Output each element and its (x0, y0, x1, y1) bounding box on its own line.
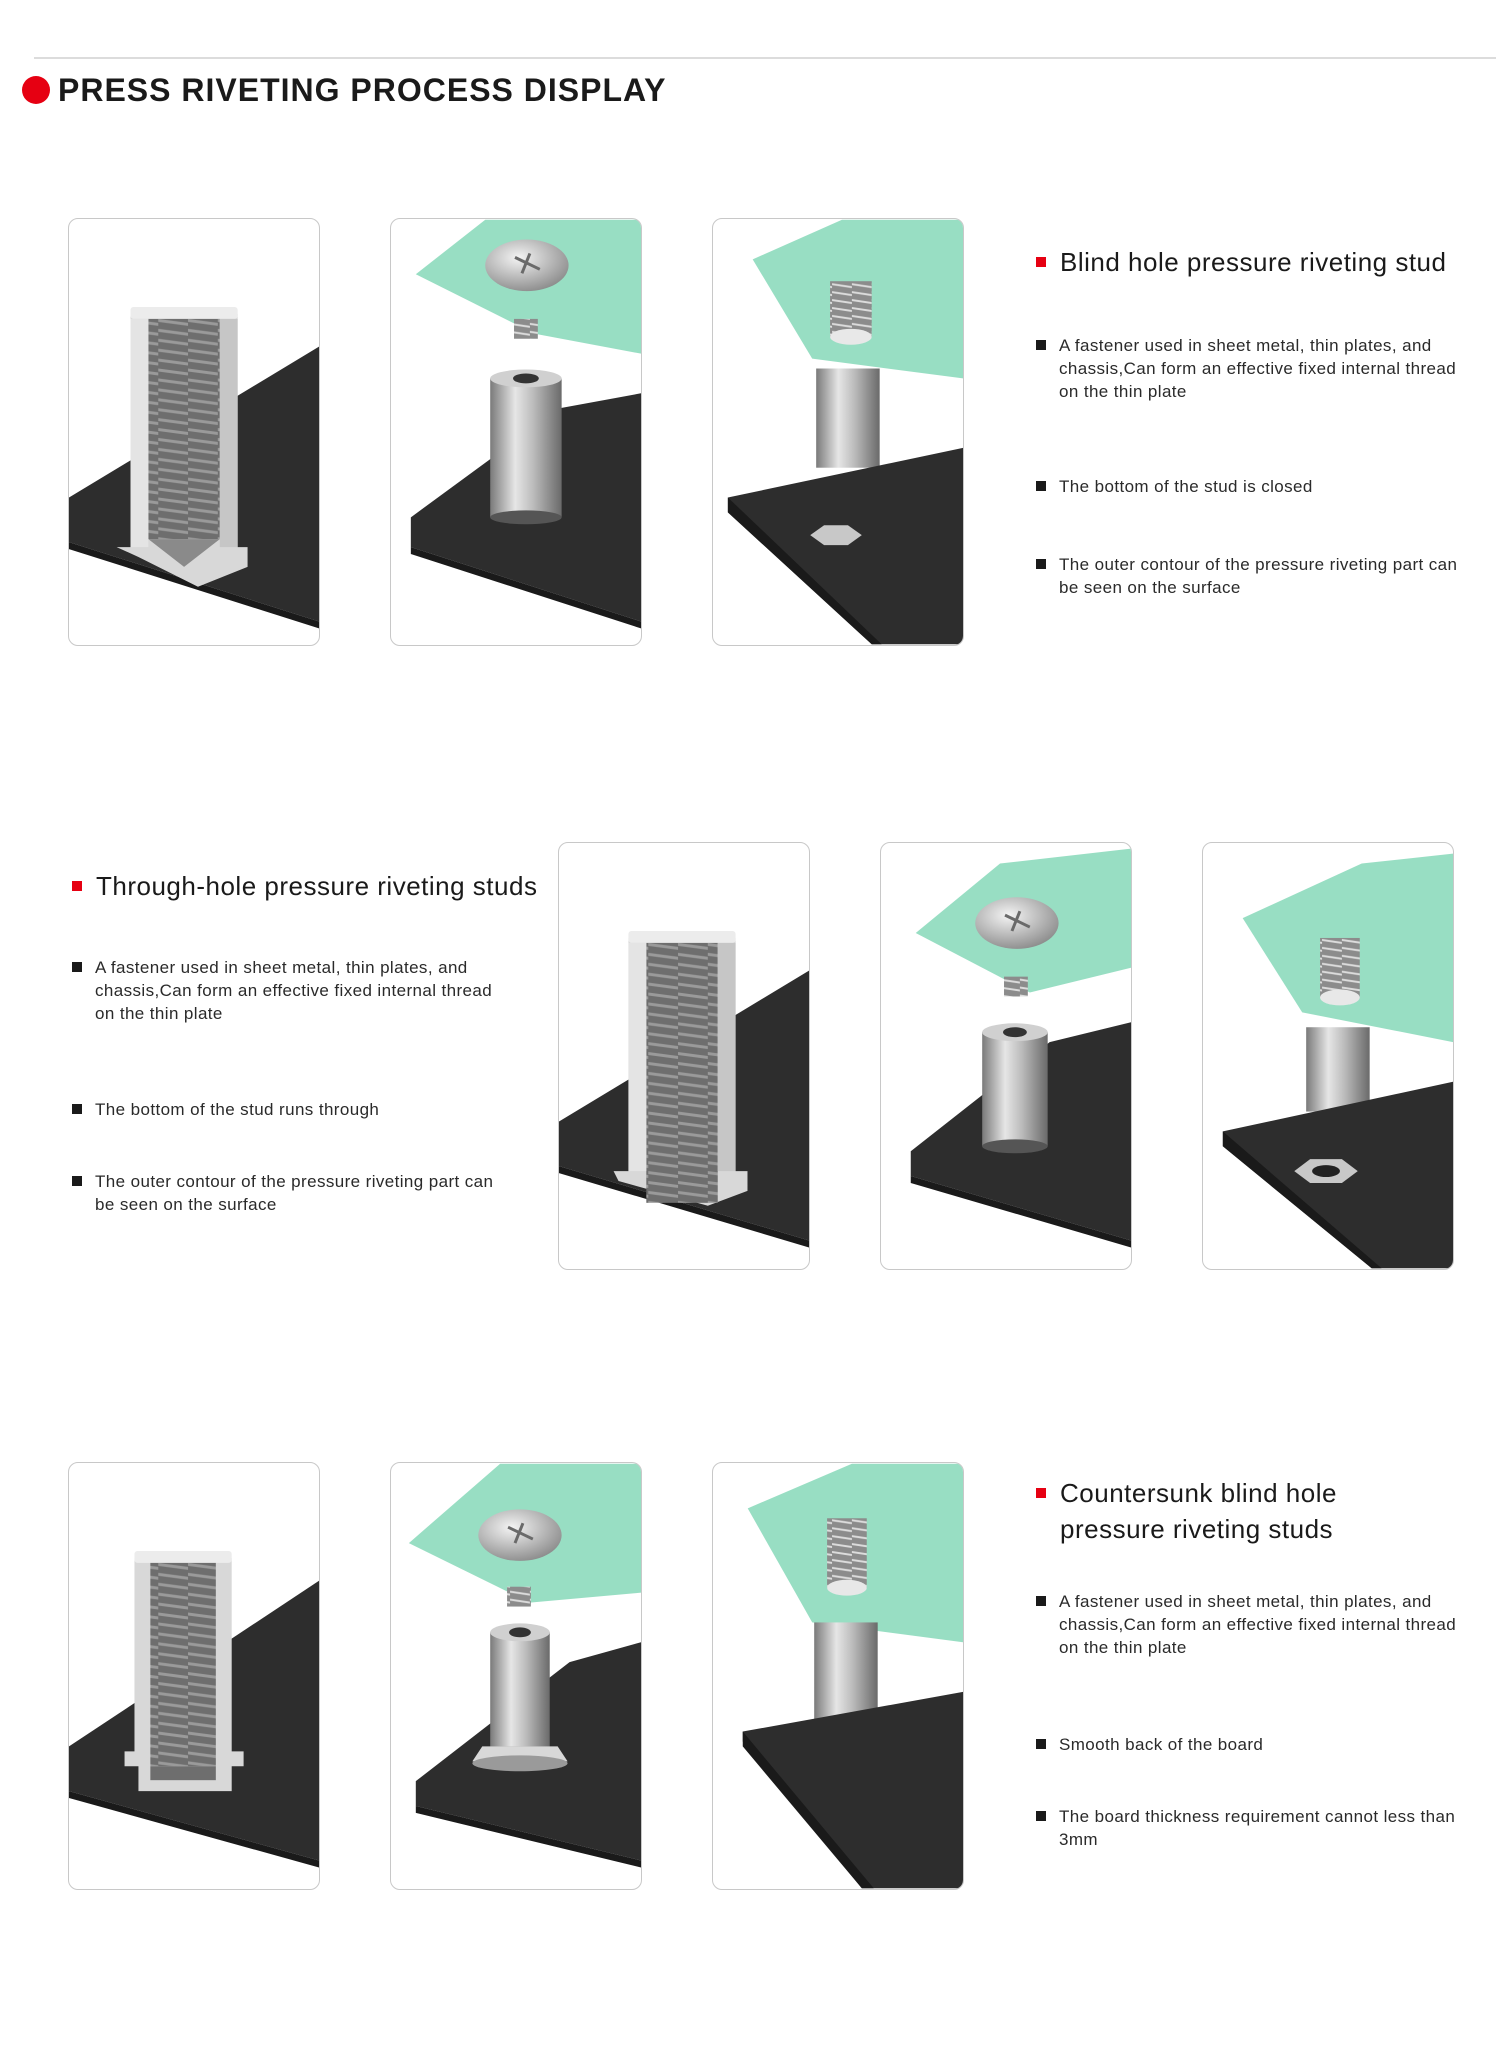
bullet-square-icon (1036, 1811, 1046, 1821)
blind-stud-assembled-image (712, 218, 964, 646)
top-divider (34, 57, 1496, 59)
section-heading: Through-hole pressure riveting studs (72, 868, 552, 904)
blind-stud-before-press-image (390, 218, 642, 646)
list-item: Smooth back of the board (1036, 1733, 1466, 1756)
through-stud-assembled-image (1202, 842, 1454, 1270)
countersunk-stud-before-press-image (390, 1462, 642, 1890)
bullet-square-icon (72, 962, 82, 972)
page-title-text: PRESS RIVETING PROCESS DISPLAY (58, 71, 667, 108)
through-stud-cutaway-image (558, 842, 810, 1270)
section-heading: Countersunk blind hole pressure riveting studs (1036, 1475, 1476, 1547)
list-item: The bottom of the stud is closed (1036, 475, 1466, 498)
bullet-square-icon (1036, 1596, 1046, 1606)
countersunk-stud-assembled-image (712, 1462, 964, 1890)
bullet-square-icon (72, 1176, 82, 1186)
heading-marker-icon (72, 881, 82, 891)
bullet-square-icon (1036, 340, 1046, 350)
title-dot-icon (22, 76, 50, 104)
bullet-square-icon (1036, 481, 1046, 491)
bullet-square-icon (72, 1104, 82, 1114)
page-title (22, 68, 667, 112)
through-stud-info (72, 868, 552, 904)
blind-stud-info (1036, 244, 1476, 280)
list-item: A fastener used in sheet metal, thin plates, and chassis,Can form an effective fixed internal thread on the thin plate (1036, 334, 1466, 403)
bullet-square-icon (1036, 1739, 1046, 1749)
heading-marker-icon (1036, 257, 1046, 267)
blind-stud-cutaway-image (68, 218, 320, 646)
list-item: The outer contour of the pressure riveting part can be seen on the surface (72, 1170, 502, 1216)
list-item: The bottom of the stud runs through (72, 1098, 502, 1121)
through-stud-before-press-image (880, 842, 1132, 1270)
heading-marker-icon (1036, 1488, 1046, 1498)
countersunk-stud-cutaway-image (68, 1462, 320, 1890)
list-item: The outer contour of the pressure riveting part can be seen on the surface (1036, 553, 1466, 599)
section-heading: Blind hole pressure riveting stud (1036, 244, 1476, 280)
list-item: A fastener used in sheet metal, thin plates, and chassis,Can form an effective fixed internal thread on the thin plate (1036, 1590, 1466, 1659)
bullet-square-icon (1036, 559, 1046, 569)
list-item: The board thickness requirement cannot less than 3mm (1036, 1805, 1466, 1851)
countersunk-stud-info (1036, 1475, 1476, 1547)
list-item: A fastener used in sheet metal, thin plates, and chassis,Can form an effective fixed internal thread on the thin plate (72, 956, 502, 1025)
